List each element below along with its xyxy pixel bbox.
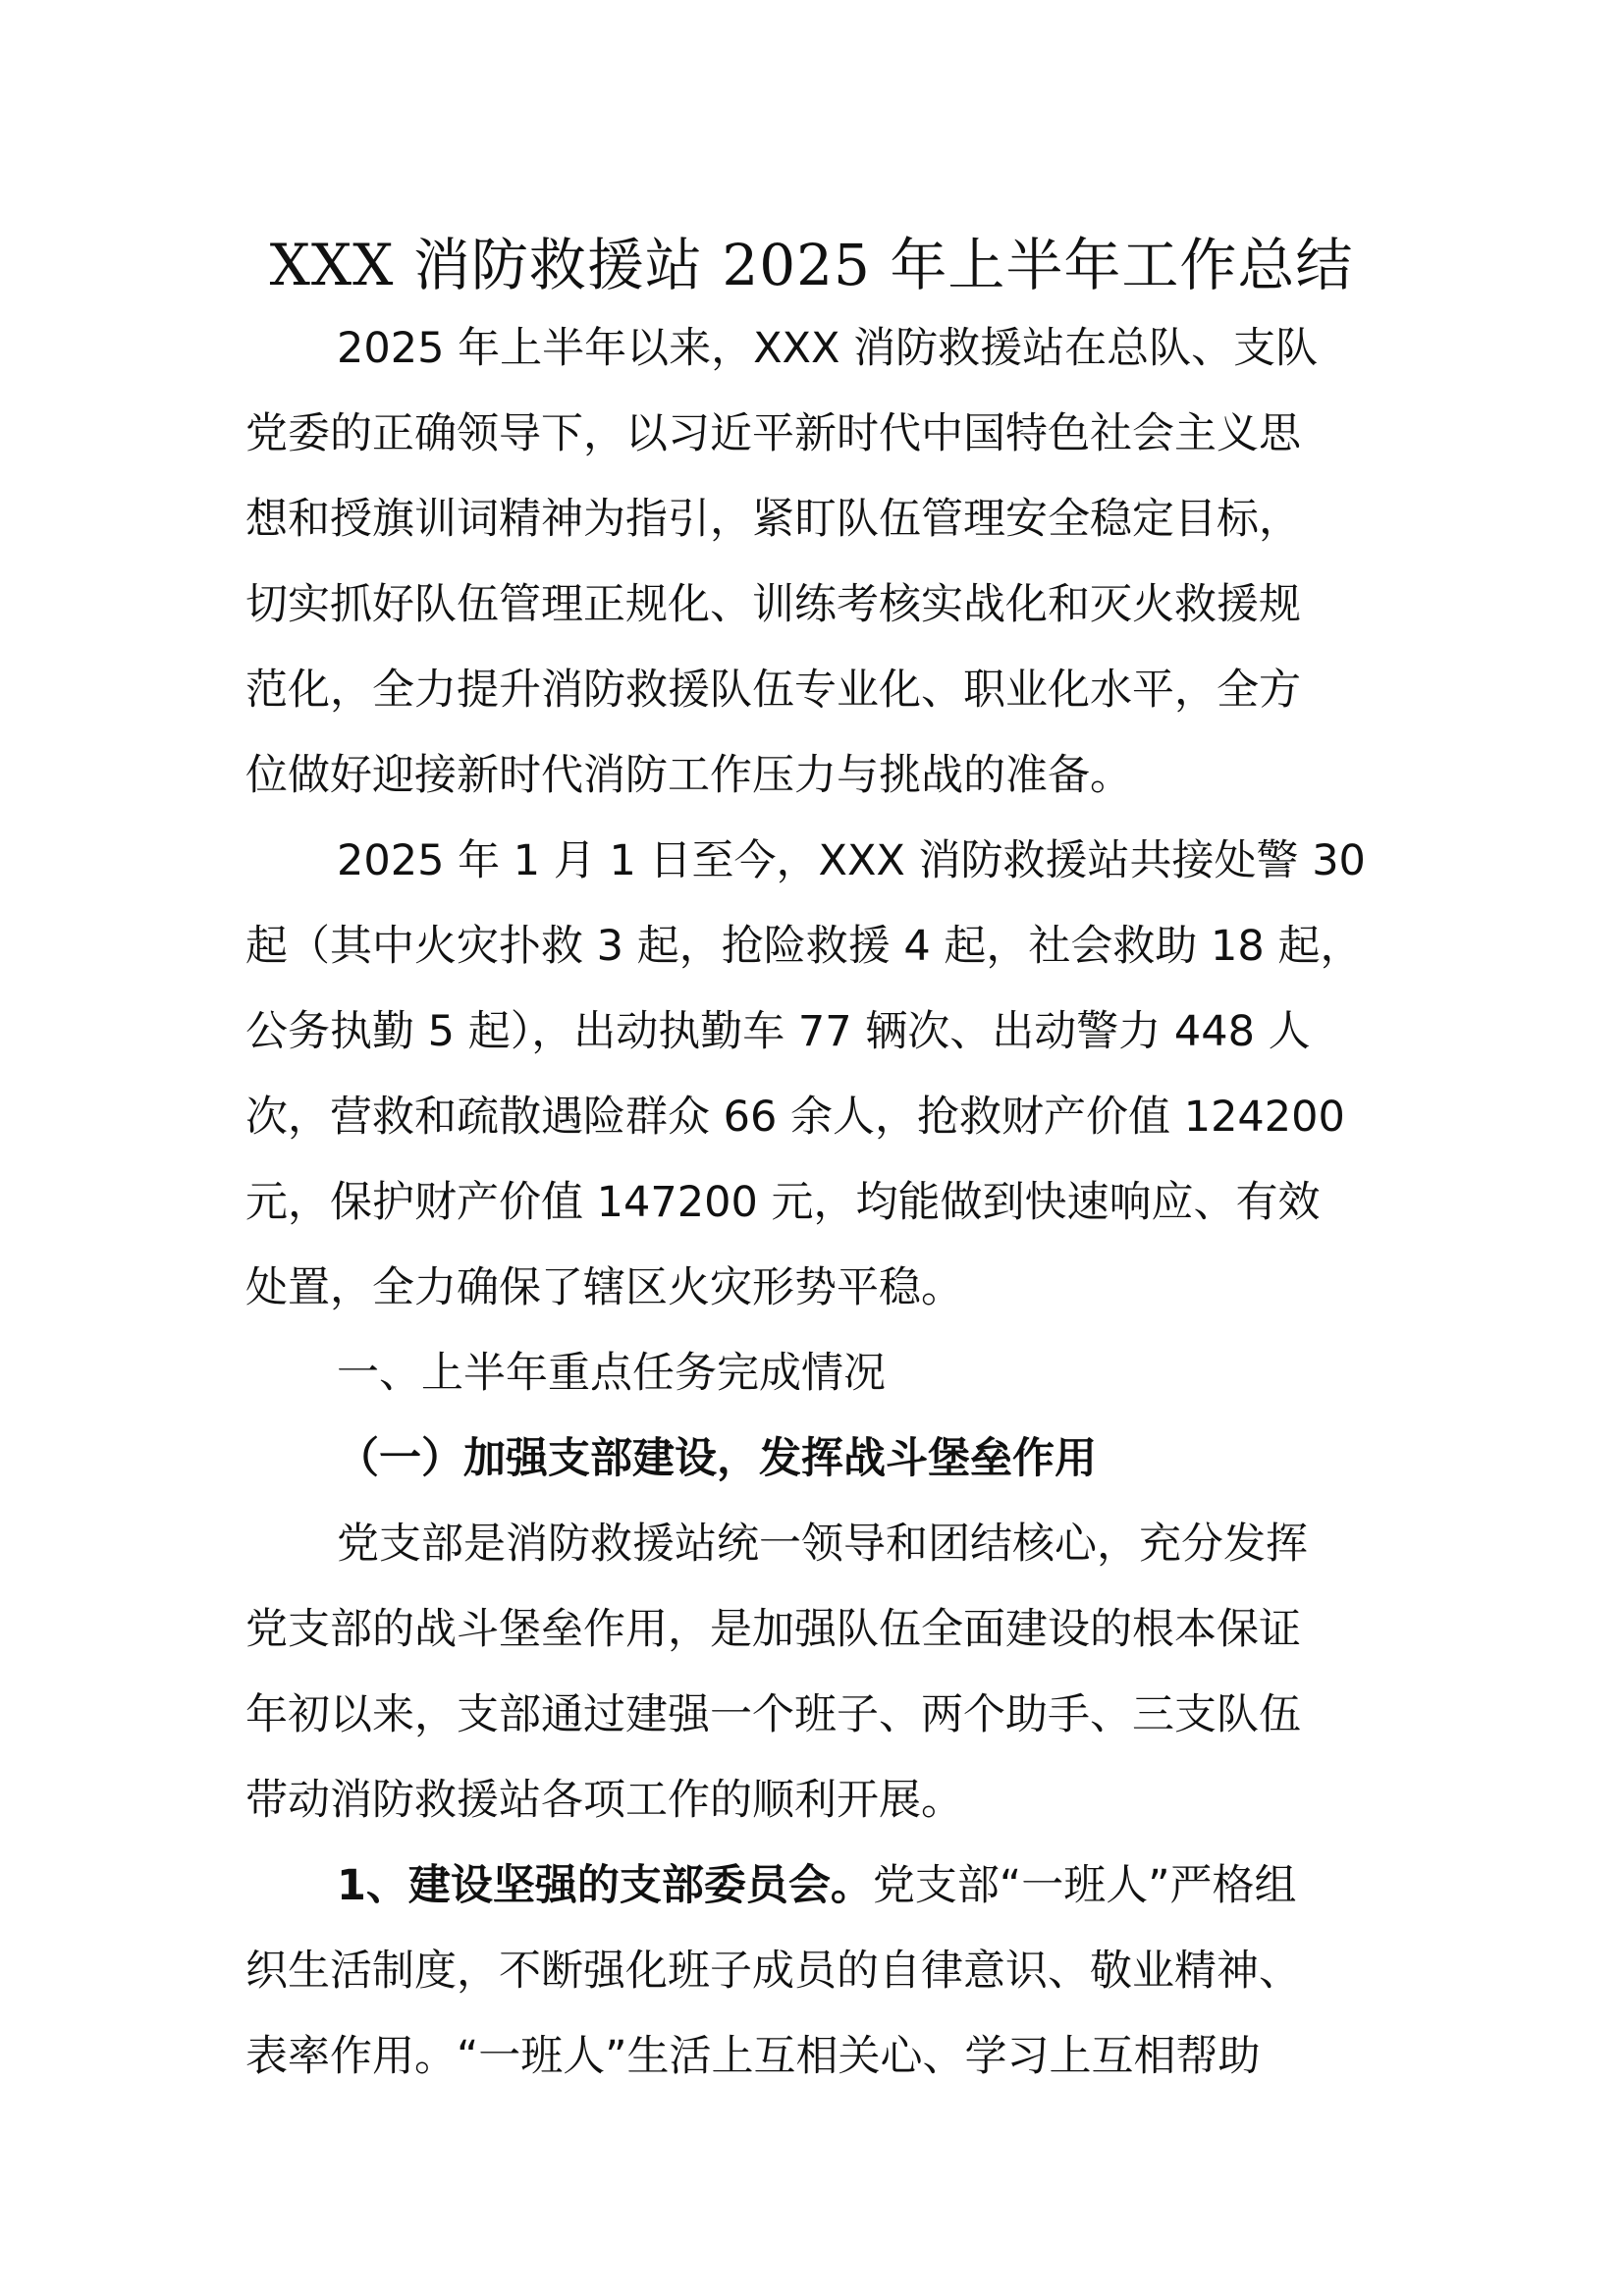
text-line: 带动消防救援站各项工作的顺利开展。 [245, 1776, 963, 1825]
text-line: 公务执勤 5 起），出动执勤车 77 辆次、出动警力 448 人 [245, 1007, 1311, 1056]
document-title: XXX 消防救援站 2025 年上半年工作总结 [269, 232, 1354, 298]
text-line: 年初以来，支部通过建强一个班子、两个助手、三支队伍 [245, 1690, 1301, 1739]
paragraph-committee [245, 1843, 1384, 2100]
text-line: 党支部是消防救援站统一领导和团结核心，充分发挥 [337, 1520, 1308, 1569]
text-line: 处置，全力确保了辖区火灾形势平稳。 [245, 1263, 963, 1312]
text-line: 次，营救和疏散遇险群众 66 余人，抢救财产价值 124200 [245, 1093, 1345, 1142]
text-line: 2025 年上半年以来，XXX 消防救援站在总队、支队 [337, 324, 1319, 373]
text-line: 2025 年 1 月 1 日至今，XXX 消防救援站共接处警 30 [337, 836, 1366, 885]
text-line: 党委的正确领导下，以习近平新时代中国特色社会主义思 [245, 409, 1301, 458]
paragraph-summary [245, 306, 1384, 819]
text-line: 切实抓好队伍管理正规化、训练考核实战化和灭火救援规 [245, 580, 1301, 629]
text-line [245, 1843, 1384, 1929]
text-line: 元，保护财产价值 147200 元，均能做到快速响应、有效 [245, 1178, 1321, 1227]
text-line: 想和授旗训词精神为指引，紧盯队伍管理安全稳定目标， [245, 495, 1301, 544]
bold-lead: 1、建设坚强的支部委员会。 [337, 1861, 873, 1910]
text-line: 范化，全力提升消防救援队伍专业化、职业化水平，全方 [245, 666, 1301, 715]
text-line: 党支部的战斗堡垒作用，是加强队伍全面建设的根本保证 [245, 1605, 1301, 1654]
text-line: 起（其中火灾扑救 3 起，抢险救援 4 起，社会救助 18 起， [245, 922, 1363, 971]
paragraph-party-branch [245, 1502, 1384, 1843]
text-line: 位做好迎接新时代消防工作压力与挑战的准备。 [245, 751, 1132, 800]
document-body [245, 306, 1384, 2100]
text-line: 表率作用。“一班人”生活上互相关心、学习上互相帮助 [245, 2032, 1261, 2081]
subsection-heading: （一）加强支部建设，发挥战斗堡垒作用 [337, 1434, 1097, 1483]
paragraph-statistics [245, 819, 1384, 1331]
lead-rest: 党支部“一班人”严格组 [872, 1861, 1297, 1910]
text-line: 织生活制度，不断强化班子成员的自律意识、敬业精神、 [245, 1947, 1301, 1996]
section-heading: 一、上半年重点任务完成情况 [337, 1349, 886, 1398]
